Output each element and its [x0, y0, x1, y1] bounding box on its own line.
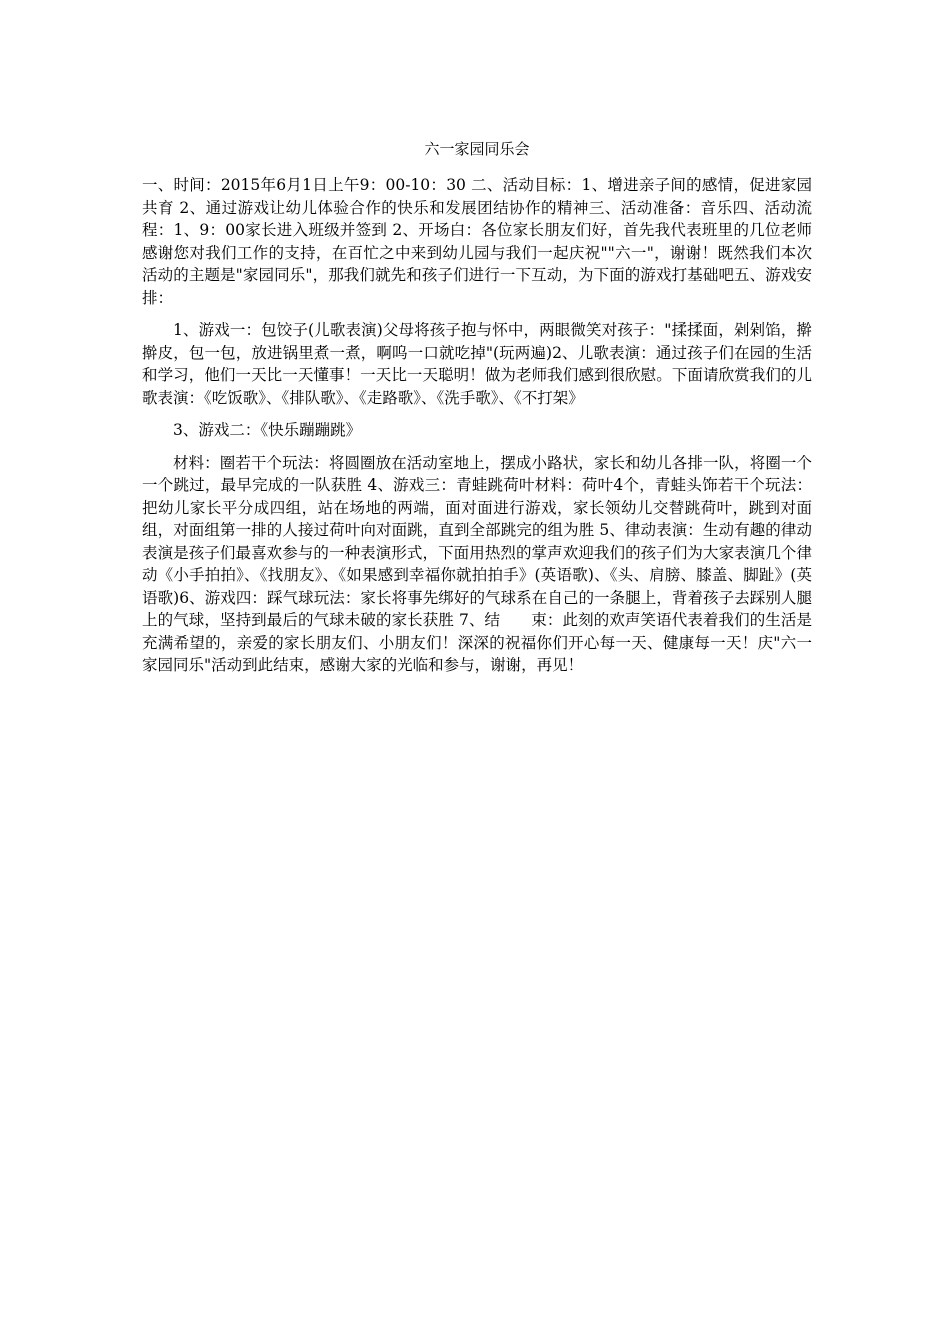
document-page	[142, 138, 812, 687]
paragraph-materials: 材料：圈若干个玩法：将圆圈放在活动室地上，摆成小路状，家长和幼儿各排一队，将圈一个一个跳过，最早完成的一队获胜 4、游戏三：青蛙跳荷叶材料：荷叶4个，青蛙头饰若干个玩法：把幼儿家长平分成四组，站在场地的两端，面对面进行游戏，家长领幼儿交替跳荷叶，跳到对面组，对面组第一排的人接过荷叶向对面跳，直到全部跳完的组为胜 5、律动表演：生动有趣的律动表演是孩子们最喜欢参与的一种表演形式，下面用热烈的掌声欢迎我们的孩子们为大家表演几个律动《小手拍拍》、《找朋友》、《如果感到幸福你就拍拍手》(英语歌)、《头、肩膀、膝盖、脚趾》(英语歌)6、游戏四：踩气球玩法：家长将事先绑好的气球系在自己的一条腿上，背着孩子去踩别人腿上的气球，坚持到最后的气球未破的家长获胜 7、结 束：此刻的欢声笑语代表着我们的生活是充满希望的，亲爱的家长朋友们、小朋友们！深深的祝福你们开心每一天、健康每一天！庆"六一家园同乐"活动到此结束，感谢大家的光临和参与，谢谢，再见！	[142, 453, 812, 674]
paragraph-intro: 一、时间：2015年6月1日上午9：00-10：30 二、活动目标：1、增进亲子间的感情，促进家园共育 2、通过游戏让幼儿体验合作的快乐和发展团结协作的精神三、活动准备：音乐四、活动流程：1、9：00家长进入班级并签到 2、开场白：各位家长朋友们好，首先我代表班里的几位老师感谢您对我们工作的支持，在百忙之中来到幼儿园与我们一起庆祝""六一"，谢谢！既然我们本次活动的主题是"家园同乐"，那我们就先和孩子们进行一下互动，为下面的游戏打基础吧五、游戏安排：	[142, 176, 812, 307]
paragraph-game-one: 1、游戏一：包饺子(儿歌表演)父母将孩子抱与怀中，两眼微笑对孩子："揉揉面，剁剁馅，擀擀皮，包一包，放进锅里煮一煮，啊呜一口就吃掉"(玩两遍)2、儿歌表演：通过孩子们在园的生活和学习，他们一天比一天懂事！一天比一天聪明！做为老师我们感到很欣慰。下面请欣赏我们的儿歌表演：《吃饭歌》、《排队歌》、《走路歌》、《洗手歌》、《不打架》	[142, 321, 812, 407]
paragraph-game-two: 3、游戏二：《快乐蹦蹦跳》	[173, 421, 362, 439]
document-title: 六一家园同乐会	[424, 140, 530, 158]
